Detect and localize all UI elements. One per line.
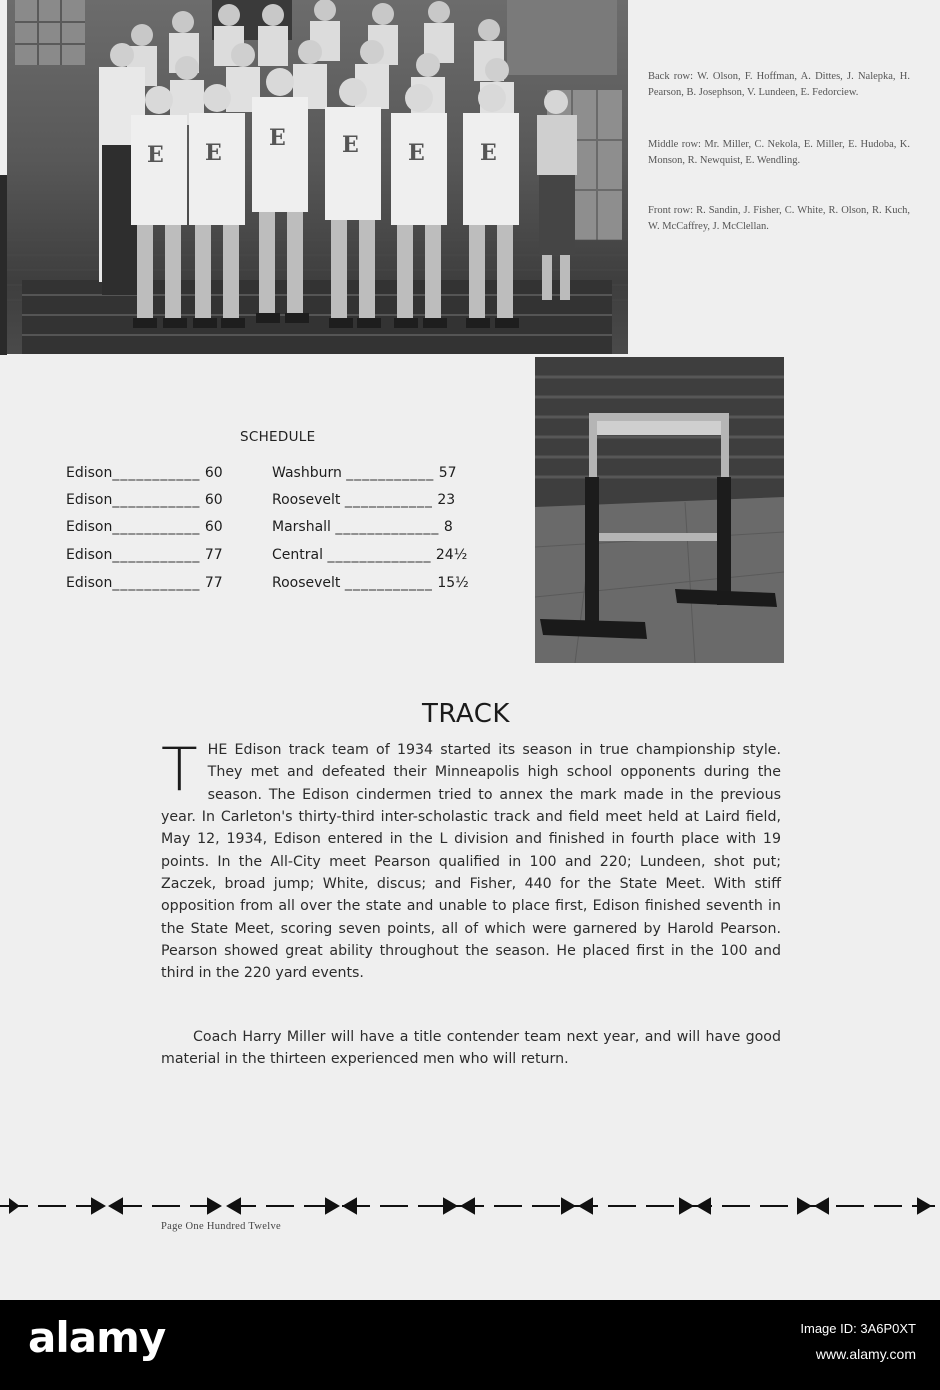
opponent-name: Central xyxy=(272,547,323,563)
schedule-opponent-row: Roosevelt ___________ 15½ xyxy=(272,575,469,591)
hurdle-photo-drawing xyxy=(535,357,784,663)
opponent-score: 15½ xyxy=(437,575,469,591)
back-row-caption: Back row: W. Olson, F. Hoffman, A. Dittes, J. Nalepka, H. Pearson, B. Josephson, V. Lundeen, E. Fedorciew. xyxy=(648,71,910,98)
alamy-logo: alamy xyxy=(28,1313,166,1362)
team-score: 60 xyxy=(204,492,223,508)
svg-text:E: E xyxy=(480,140,497,166)
team-name: Edison xyxy=(66,575,113,591)
middle-row-caption: Middle row: Mr. Miller, C. Nekola, E. Miller, E. Hudoba, K. Monson, R. Newquist, E. Wendling. xyxy=(648,139,910,166)
team-score: 77 xyxy=(204,575,223,591)
team-score: 77 xyxy=(204,547,223,563)
schedule-row: Edison___________ 60 xyxy=(66,492,223,508)
image-id: Image ID: 3A6P0XT xyxy=(800,1321,916,1336)
svg-text:E: E xyxy=(408,140,425,166)
drop-cap: T xyxy=(161,735,198,805)
opponent-name: Washburn xyxy=(272,465,342,481)
opponent-score: 8 xyxy=(443,519,453,535)
team-name: Edison xyxy=(66,547,113,563)
schedule-opponent-row: Central _____________ 24½ xyxy=(272,547,468,563)
svg-text:E: E xyxy=(342,132,359,158)
team-name: Edison xyxy=(66,465,113,481)
schedule-opponent-row: Washburn ___________ 57 xyxy=(272,465,457,481)
hurdle-photo xyxy=(535,357,784,663)
schedule-row: Edison___________ 77 xyxy=(66,575,223,591)
team-name: Edison xyxy=(66,519,113,535)
team-name: Edison xyxy=(66,492,113,508)
schedule-row: Edison___________ 60 xyxy=(66,519,223,535)
schedule-title: SCHEDULE xyxy=(240,429,316,445)
front-row-caption: Front row: R. Sandin, J. Fisher, C. White, R. Olson, R. Kuch, W. McCaffrey, J. McClellan. xyxy=(648,205,910,232)
paragraph-1-text: HE Edison track team of 1934 started its season in true championship style. They met and defeated their Minneapolis high school opponents during the season. The Edison cindermen tried to annex the mark made in the previous year. In Carleton's thirty-third inter-scholastic track and field meet held at Laird field, May 12, 1934, Edison entered in the L division and finished in fourth place with 19 points. In the All-City meet Pearson qualified in 100 and 220; Lundeen, shot put; Zaczek, broad jump; White, discus; and Fisher, 440 for the State Meet. With stiff opposition from all over the state and unable to place first, Edison finished seventh in the State Meet, scoring seven points, all of which were garnered by Harold Pearson. Pearson showed great ability throughout the season. He placed first in the 100 and third in the 220 yard events. xyxy=(161,742,781,982)
page-edge-shadow xyxy=(0,175,7,355)
team-score: 60 xyxy=(204,519,223,535)
team-photo-drawing xyxy=(7,0,628,354)
svg-text:E: E xyxy=(147,142,164,168)
opponent-name: Marshall xyxy=(272,519,331,535)
arrow-border-ornament xyxy=(0,1194,940,1218)
article-title: TRACK xyxy=(422,699,510,729)
track-team-photo xyxy=(7,0,628,354)
site-url: www.alamy.com xyxy=(815,1346,916,1362)
schedule-row: Edison___________ 77 xyxy=(66,547,223,563)
schedule-row: Edison___________ 60 xyxy=(66,465,223,481)
opponent-name: Roosevelt xyxy=(272,575,341,591)
schedule-opponent-row: Roosevelt ___________ 23 xyxy=(272,492,456,508)
opponent-score: 23 xyxy=(437,492,456,508)
article-paragraph-2: Coach Harry Miller will have a title contender team next year, and will have good material in the thirteen experienced men who will return. xyxy=(161,1029,781,1068)
article-paragraph-1 xyxy=(161,735,781,985)
opponent-name: Roosevelt xyxy=(272,492,341,508)
page-number: Page One Hundred Twelve xyxy=(161,1221,281,1232)
svg-text:E: E xyxy=(205,140,222,166)
schedule-opponent-row: Marshall _____________ 8 xyxy=(272,519,453,535)
team-score: 60 xyxy=(204,465,223,481)
opponent-score: 24½ xyxy=(435,547,468,563)
svg-text:E: E xyxy=(269,125,286,151)
opponent-score: 57 xyxy=(438,465,457,481)
